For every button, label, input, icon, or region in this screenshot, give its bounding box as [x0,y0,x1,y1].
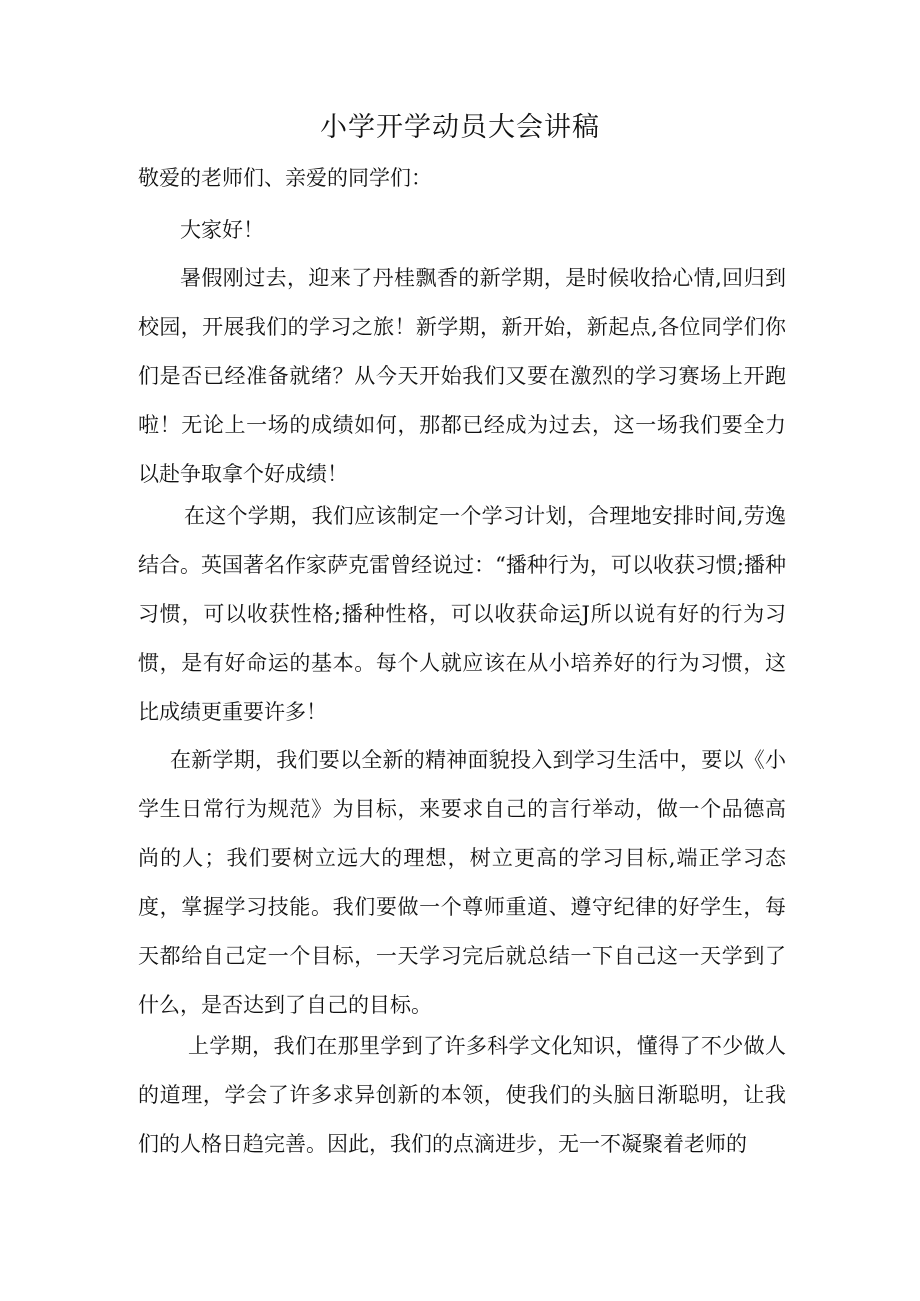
greeting-paragraph: 大家好！ [180,218,264,242]
document-title: 小学开学动员大会讲稿 [320,112,600,143]
body-paragraph-2: 在这个学期，我们应该制定一个学习计划，合理地安排时间,劳逸结合。英国著名作家萨克雷曾经说过：“播种行为，可以收获习惯;播种习惯，可以收获性格;播种性格，可以收获命运J所以说有好的行为习惯，是有好命运的基本。每个人就应该在从小培养好的行为习惯，这比成绩更重要许多！ [138,504,786,724]
body-paragraph-1: 暑假刚过去，迎来了丹桂飘香的新学期，是时候收拾心情,回归到校园，开展我们的学习之旅！新学期，新开始，新起点,各位同学们你们是否已经准备就绪？从今天开始我们又要在激烈的学习赛场上开跑啦！无论上一场的成绩如何，那都已经成为过去，这一场我们要全力以赴争取拿个好成绩！ [138,266,786,486]
body-paragraph-3: 在新学期，我们要以全新的精神面貌投入到学习生活中，要以《小学生日常行为规范》为目标，来要求自己的言行举动，做一个品德高尚的人；我们要树立远大的理想，树立更高的学习目标,端正学习态度，掌握学习技能。我们要做一个尊师重道、遵守纪律的好学生，每天都给自己定一个目标，一天学习完后就总结一下自己这一天学到了什么，是否达到了自己的目标。 [138,748,786,1017]
body-paragraph-4: 上学期，我们在那里学到了许多科学文化知识，懂得了不少做人的道理，学会了许多求异创新的本领，使我们的头脑日渐聪明，让我们的人格日趋完善。因此，我们的点滴进步，无一不凝聚着老师的 [138,1034,786,1156]
salutation: 敬爱的老师们、亲爱的同学们： [138,166,432,190]
